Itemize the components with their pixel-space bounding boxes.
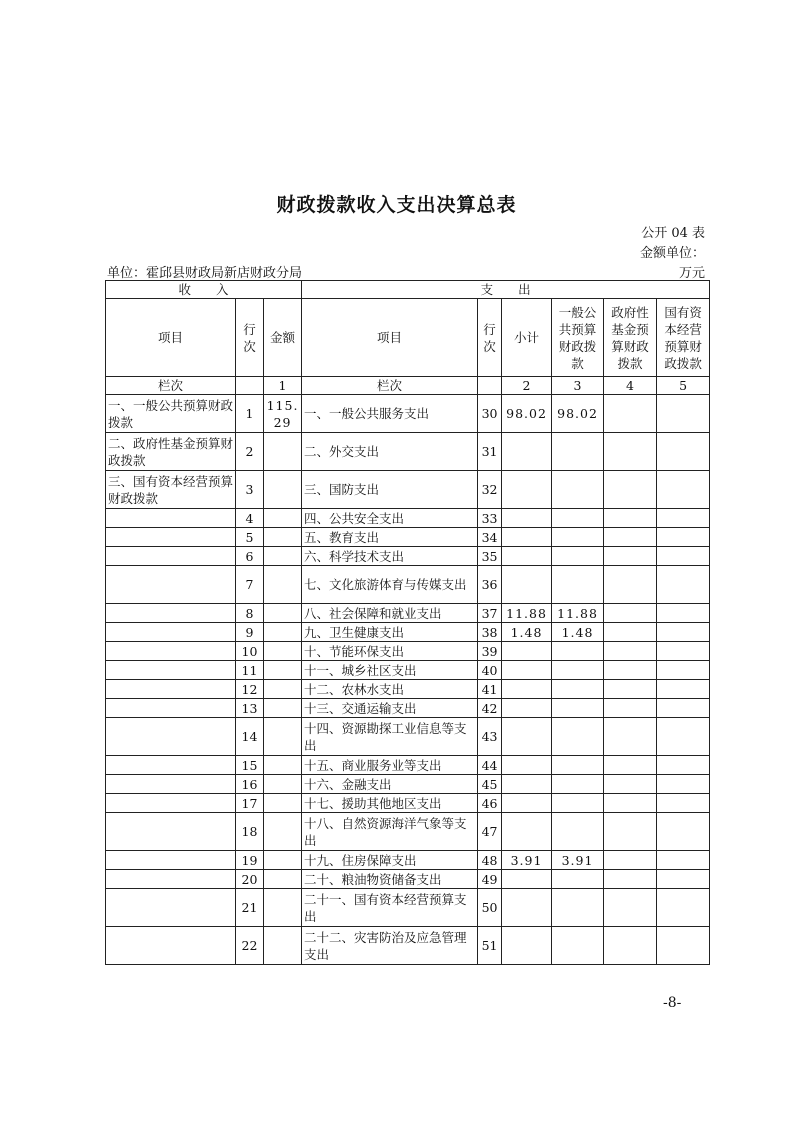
- general-budget-cell: [552, 756, 604, 775]
- income-amount-cell: [264, 870, 302, 889]
- state-capital-cell: [657, 642, 710, 661]
- subtotal-cell: 11.88: [502, 604, 552, 623]
- subtotal-cell: [502, 661, 552, 680]
- expense-line-cell: 51: [478, 927, 502, 965]
- general-budget-cell: [552, 547, 604, 566]
- income-item-cell: [106, 889, 236, 927]
- general-budget-cell: [552, 794, 604, 813]
- income-line-cell: 3: [236, 471, 264, 509]
- expense-line-cell: 49: [478, 870, 502, 889]
- fiscal-summary-table: [105, 280, 710, 965]
- gov-fund-cell: [604, 661, 657, 680]
- income-line-cell: 1: [236, 395, 264, 433]
- expense-item-cell: 六、科学技术支出: [302, 547, 478, 566]
- income-line-cell: 19: [236, 851, 264, 870]
- expense-line-cell: 47: [478, 813, 502, 851]
- gov-fund-header: 政府性基金预算财政拨款: [604, 299, 657, 377]
- general-budget-cell: [552, 433, 604, 471]
- income-item-cell: [106, 509, 236, 528]
- table-row: [106, 528, 710, 547]
- subtotal-cell: [502, 813, 552, 851]
- table-row: [106, 699, 710, 718]
- income-amount-cell: [264, 851, 302, 870]
- income-amount-cell: [264, 433, 302, 471]
- subtotal-cell: [502, 699, 552, 718]
- col-index-4: 4: [604, 377, 657, 395]
- table-row: [106, 661, 710, 680]
- state-capital-cell: [657, 509, 710, 528]
- subtotal-cell: [502, 927, 552, 965]
- expense-line-cell: 36: [478, 566, 502, 604]
- general-budget-cell: [552, 889, 604, 927]
- income-amount-cell: 115.29: [264, 395, 302, 433]
- general-budget-cell: [552, 927, 604, 965]
- expense-item-header: 项目: [302, 299, 478, 377]
- table-row: [106, 756, 710, 775]
- expense-item-cell: 十一、城乡社区支出: [302, 661, 478, 680]
- subtotal-cell: [502, 794, 552, 813]
- subtotal-cell: [502, 775, 552, 794]
- gov-fund-cell: [604, 433, 657, 471]
- income-item-cell: [106, 642, 236, 661]
- subtotal-cell: [502, 756, 552, 775]
- income-line-cell: 15: [236, 756, 264, 775]
- page-number: -8-: [663, 995, 682, 1011]
- subtotal-cell: 98.02: [502, 395, 552, 433]
- income-line-cell: 11: [236, 661, 264, 680]
- table-row: [106, 471, 710, 509]
- expense-item-cell: 十、节能环保支出: [302, 642, 478, 661]
- expense-line-cell: 45: [478, 775, 502, 794]
- table-row: [106, 623, 710, 642]
- currency-unit: 万元: [678, 266, 705, 281]
- income-amount-header: 金额: [264, 299, 302, 377]
- income-header: 收 入: [106, 281, 302, 299]
- expense-line-cell: 48: [478, 851, 502, 870]
- expense-item-cell: 二十一、国有资本经营预算支出: [302, 889, 478, 927]
- table-row: [106, 509, 710, 528]
- header-row-columns: [106, 299, 710, 377]
- state-capital-cell: [657, 889, 710, 927]
- income-item-cell: [106, 566, 236, 604]
- income-item-cell: [106, 680, 236, 699]
- subtotal-cell: [502, 642, 552, 661]
- income-amount-cell: [264, 623, 302, 642]
- table-row: [106, 642, 710, 661]
- state-capital-cell: [657, 699, 710, 718]
- state-capital-header: 国有资本经营预算财政拨款: [657, 299, 710, 377]
- income-item-cell: [106, 851, 236, 870]
- income-item-cell: [106, 604, 236, 623]
- subtotal-cell: [502, 433, 552, 471]
- expense-item-cell: 十七、援助其他地区支出: [302, 794, 478, 813]
- expense-line-cell: 41: [478, 680, 502, 699]
- gov-fund-cell: [604, 547, 657, 566]
- state-capital-cell: [657, 718, 710, 756]
- income-amount-cell: [264, 775, 302, 794]
- income-line-cell: 4: [236, 509, 264, 528]
- general-budget-cell: [552, 718, 604, 756]
- income-item-cell: 三、国有资本经营预算财政拨款: [106, 471, 236, 509]
- state-capital-cell: [657, 813, 710, 851]
- gov-fund-cell: [604, 623, 657, 642]
- subtotal-cell: [502, 870, 552, 889]
- subtotal-cell: [502, 566, 552, 604]
- col-index-5: 5: [657, 377, 710, 395]
- expense-item-cell: 七、文化旅游体育与传媒支出: [302, 566, 478, 604]
- expense-item-cell: 十八、自然资源海洋气象等支出: [302, 813, 478, 851]
- state-capital-cell: [657, 870, 710, 889]
- unit-label: 单位：霍邱县财政局新店财政分局: [107, 266, 303, 281]
- general-budget-cell: [552, 870, 604, 889]
- income-amount-cell: [264, 680, 302, 699]
- income-amount-cell: [264, 718, 302, 756]
- col-index-blank: [478, 377, 502, 395]
- income-amount-cell: [264, 661, 302, 680]
- col-index-blank: [236, 377, 264, 395]
- gov-fund-cell: [604, 794, 657, 813]
- expense-line-cell: 43: [478, 718, 502, 756]
- col-label-income: 栏次: [106, 377, 236, 395]
- general-budget-cell: [552, 661, 604, 680]
- income-amount-cell: [264, 813, 302, 851]
- expense-line-cell: 50: [478, 889, 502, 927]
- general-budget-cell: [552, 699, 604, 718]
- general-budget-cell: [552, 680, 604, 699]
- income-line-cell: 16: [236, 775, 264, 794]
- col-index-3: 3: [552, 377, 604, 395]
- expense-item-cell: 十五、商业服务业等支出: [302, 756, 478, 775]
- gov-fund-cell: [604, 509, 657, 528]
- expense-line-cell: 33: [478, 509, 502, 528]
- table-row: [106, 718, 710, 756]
- income-line-cell: 5: [236, 528, 264, 547]
- expense-line-cell: 30: [478, 395, 502, 433]
- expense-line-cell: 42: [478, 699, 502, 718]
- gov-fund-cell: [604, 870, 657, 889]
- table-row: [106, 813, 710, 851]
- general-budget-cell: [552, 566, 604, 604]
- general-budget-cell: [552, 642, 604, 661]
- income-line-cell: 12: [236, 680, 264, 699]
- state-capital-cell: [657, 547, 710, 566]
- expense-item-cell: 五、教育支出: [302, 528, 478, 547]
- general-budget-cell: [552, 528, 604, 547]
- income-item-cell: [106, 661, 236, 680]
- subtotal-cell: 3.91: [502, 851, 552, 870]
- expense-line-cell: 46: [478, 794, 502, 813]
- income-amount-cell: [264, 642, 302, 661]
- income-item-cell: [106, 718, 236, 756]
- state-capital-cell: [657, 623, 710, 642]
- subtotal-cell: [502, 547, 552, 566]
- gov-fund-cell: [604, 680, 657, 699]
- expense-item-cell: 十九、住房保障支出: [302, 851, 478, 870]
- expense-item-cell: 三、国防支出: [302, 471, 478, 509]
- income-item-cell: 一、一般公共预算财政拨款: [106, 395, 236, 433]
- state-capital-cell: [657, 851, 710, 870]
- table-row: [106, 775, 710, 794]
- income-item-cell: [106, 547, 236, 566]
- income-amount-cell: [264, 794, 302, 813]
- state-capital-cell: [657, 471, 710, 509]
- income-line-cell: 2: [236, 433, 264, 471]
- currency-label: 金额单位：: [639, 246, 705, 261]
- income-item-cell: [106, 870, 236, 889]
- state-capital-cell: [657, 756, 710, 775]
- header-row-sections: [106, 281, 710, 299]
- general-budget-cell: [552, 471, 604, 509]
- general-budget-cell: [552, 813, 604, 851]
- general-budget-cell: 3.91: [552, 851, 604, 870]
- state-capital-cell: [657, 794, 710, 813]
- gov-fund-cell: [604, 756, 657, 775]
- subtotal-cell: [502, 471, 552, 509]
- expense-line-cell: 31: [478, 433, 502, 471]
- expense-item-cell: 十四、资源勘探工业信息等支出: [302, 718, 478, 756]
- expense-item-cell: 四、公共安全支出: [302, 509, 478, 528]
- income-line-cell: 6: [236, 547, 264, 566]
- income-amount-cell: [264, 604, 302, 623]
- table-row: [106, 870, 710, 889]
- gov-fund-cell: [604, 718, 657, 756]
- table-row: [106, 395, 710, 433]
- form-code: 公开 04 表: [641, 226, 705, 241]
- income-amount-cell: [264, 547, 302, 566]
- subtotal-cell: [502, 680, 552, 699]
- expense-item-cell: 一、一般公共服务支出: [302, 395, 478, 433]
- expense-item-cell: 十三、交通运输支出: [302, 699, 478, 718]
- gov-fund-cell: [604, 566, 657, 604]
- expense-line-cell: 37: [478, 604, 502, 623]
- table-row: [106, 889, 710, 927]
- state-capital-cell: [657, 566, 710, 604]
- col-label-expense: 栏次: [302, 377, 478, 395]
- income-item-cell: [106, 775, 236, 794]
- gov-fund-cell: [604, 528, 657, 547]
- subtotal-cell: [502, 718, 552, 756]
- general-budget-cell: 1.48: [552, 623, 604, 642]
- subtotal-header: 小计: [502, 299, 552, 377]
- income-item-cell: [106, 927, 236, 965]
- income-item-cell: [106, 528, 236, 547]
- expense-item-cell: 二十、粮油物资储备支出: [302, 870, 478, 889]
- income-item-cell: [106, 813, 236, 851]
- general-budget-header: 一般公共预算财政拨款: [552, 299, 604, 377]
- gov-fund-cell: [604, 699, 657, 718]
- income-item-cell: [106, 623, 236, 642]
- income-amount-cell: [264, 756, 302, 775]
- expense-item-cell: 十六、金融支出: [302, 775, 478, 794]
- gov-fund-cell: [604, 927, 657, 965]
- expense-item-cell: 十二、农林水支出: [302, 680, 478, 699]
- state-capital-cell: [657, 433, 710, 471]
- expense-line-header: 行次: [478, 299, 502, 377]
- table-row: [106, 547, 710, 566]
- general-budget-cell: 11.88: [552, 604, 604, 623]
- income-line-cell: 14: [236, 718, 264, 756]
- income-amount-cell: [264, 927, 302, 965]
- income-line-cell: 9: [236, 623, 264, 642]
- income-line-cell: 10: [236, 642, 264, 661]
- subtotal-cell: [502, 509, 552, 528]
- income-line-cell: 21: [236, 889, 264, 927]
- table-row: [106, 680, 710, 699]
- col-index-1: 1: [264, 377, 302, 395]
- general-budget-cell: [552, 509, 604, 528]
- state-capital-cell: [657, 604, 710, 623]
- expense-line-cell: 34: [478, 528, 502, 547]
- table-row: [106, 433, 710, 471]
- income-amount-cell: [264, 528, 302, 547]
- gov-fund-cell: [604, 471, 657, 509]
- expense-line-cell: 44: [478, 756, 502, 775]
- page-title: 财政拨款收入支出决算总表: [276, 194, 517, 216]
- income-line-cell: 13: [236, 699, 264, 718]
- income-amount-cell: [264, 566, 302, 604]
- table-row: [106, 604, 710, 623]
- expense-line-cell: 39: [478, 642, 502, 661]
- gov-fund-cell: [604, 851, 657, 870]
- income-line-header: 行次: [236, 299, 264, 377]
- income-item-cell: 二、政府性基金预算财政拨款: [106, 433, 236, 471]
- state-capital-cell: [657, 927, 710, 965]
- table-row: [106, 566, 710, 604]
- expense-item-cell: 二十二、灾害防治及应急管理支出: [302, 927, 478, 965]
- subtotal-cell: [502, 889, 552, 927]
- income-line-cell: 20: [236, 870, 264, 889]
- expense-line-cell: 38: [478, 623, 502, 642]
- income-amount-cell: [264, 471, 302, 509]
- income-line-cell: 22: [236, 927, 264, 965]
- income-amount-cell: [264, 699, 302, 718]
- state-capital-cell: [657, 661, 710, 680]
- income-item-cell: [106, 794, 236, 813]
- expense-header: 支 出: [302, 281, 710, 299]
- table-row: [106, 927, 710, 965]
- general-budget-cell: 98.02: [552, 395, 604, 433]
- expense-line-cell: 32: [478, 471, 502, 509]
- income-line-cell: 8: [236, 604, 264, 623]
- state-capital-cell: [657, 680, 710, 699]
- expense-item-cell: 八、社会保障和就业支出: [302, 604, 478, 623]
- income-amount-cell: [264, 889, 302, 927]
- income-amount-cell: [264, 509, 302, 528]
- col-index-2: 2: [502, 377, 552, 395]
- state-capital-cell: [657, 528, 710, 547]
- gov-fund-cell: [604, 775, 657, 794]
- expense-item-cell: 二、外交支出: [302, 433, 478, 471]
- table-row: [106, 794, 710, 813]
- gov-fund-cell: [604, 395, 657, 433]
- column-index-row: [106, 377, 710, 395]
- income-line-cell: 18: [236, 813, 264, 851]
- income-item-cell: [106, 756, 236, 775]
- gov-fund-cell: [604, 604, 657, 623]
- expense-item-cell: 九、卫生健康支出: [302, 623, 478, 642]
- income-item-header: 项目: [106, 299, 236, 377]
- subtotal-cell: 1.48: [502, 623, 552, 642]
- state-capital-cell: [657, 775, 710, 794]
- gov-fund-cell: [604, 889, 657, 927]
- income-item-cell: [106, 699, 236, 718]
- income-line-cell: 17: [236, 794, 264, 813]
- gov-fund-cell: [604, 813, 657, 851]
- gov-fund-cell: [604, 642, 657, 661]
- expense-line-cell: 35: [478, 547, 502, 566]
- general-budget-cell: [552, 775, 604, 794]
- income-line-cell: 7: [236, 566, 264, 604]
- subtotal-cell: [502, 528, 552, 547]
- expense-line-cell: 40: [478, 661, 502, 680]
- table-row: [106, 851, 710, 870]
- state-capital-cell: [657, 395, 710, 433]
